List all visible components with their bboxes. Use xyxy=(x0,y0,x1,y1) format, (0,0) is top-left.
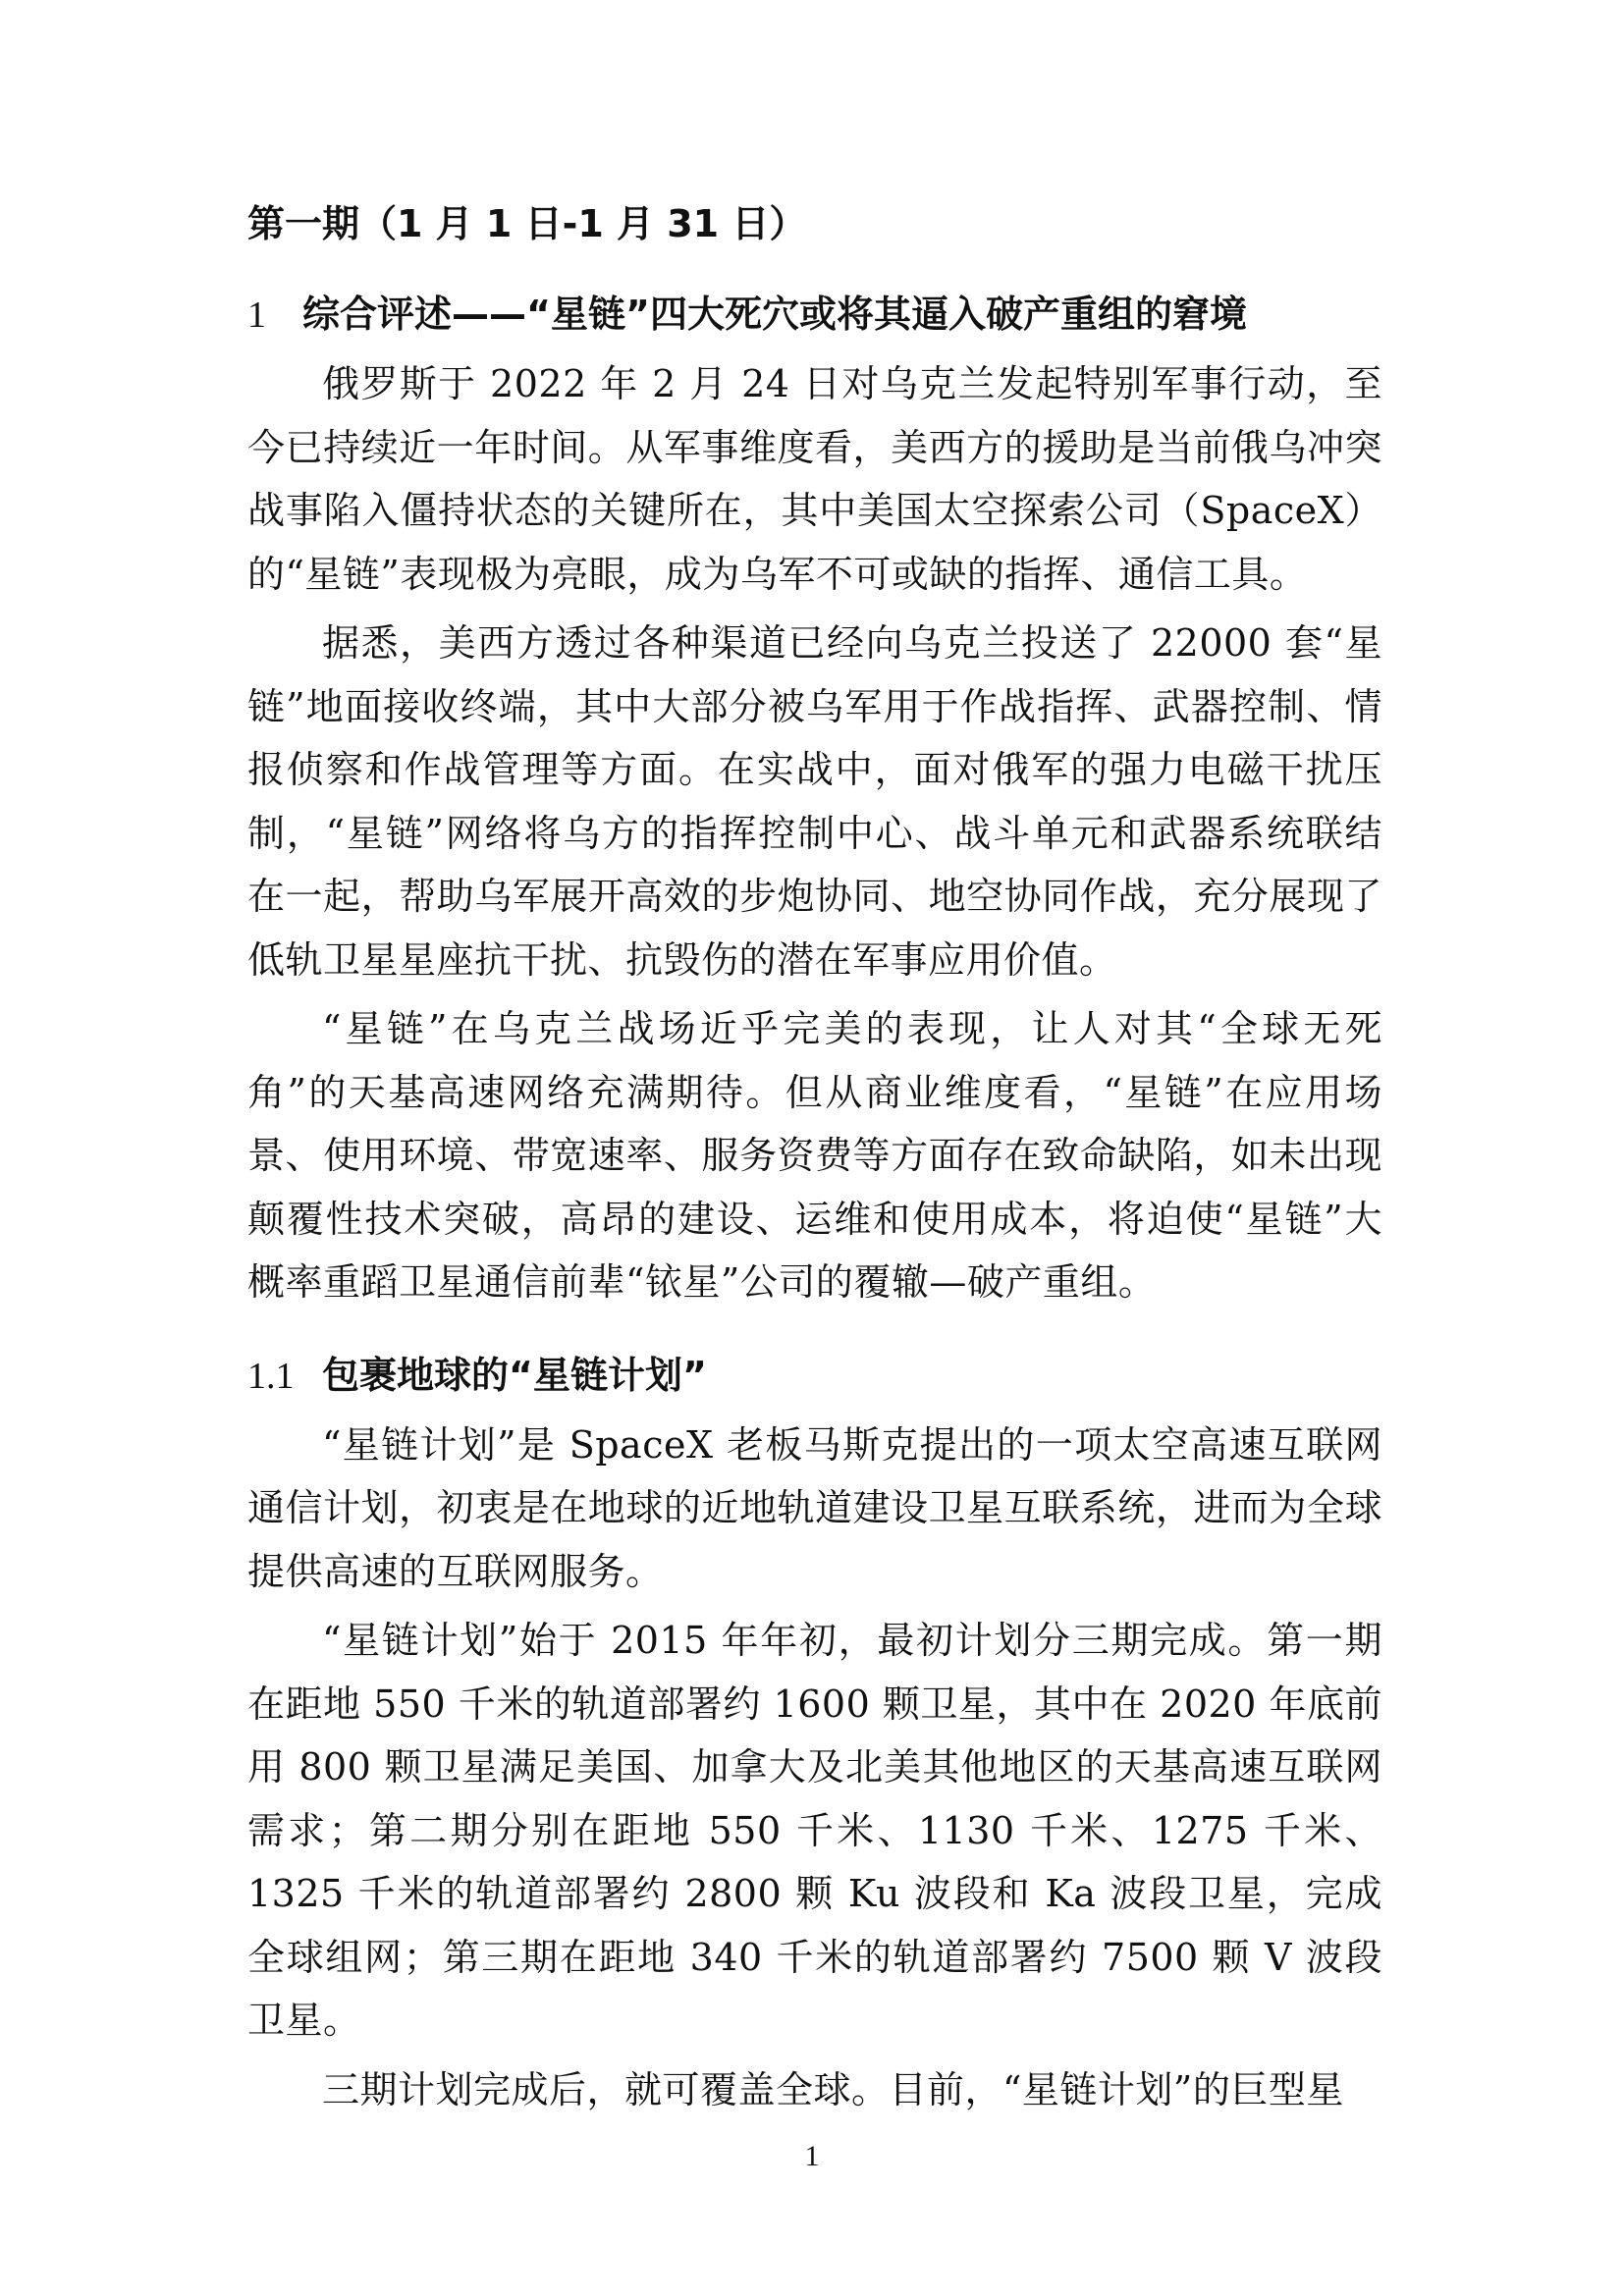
section-1-title: 综合评述——“星链”四大死穴或将其逼入破产重组的窘境 xyxy=(302,293,1247,336)
section-1-1-title: 包裹地球的“星链计划” xyxy=(322,1353,707,1397)
section-1-heading xyxy=(247,283,1382,347)
section-1-1-paragraph-1: “星链计划”是 SpaceX 老板马斯克提出的一项太空高速互联网通信计划，初衷是在地球的近地轨道建设卫星互联系统，进而为全球提供高速的互联网服务。 xyxy=(247,1422,1382,1593)
section-1-1-heading xyxy=(247,1344,1382,1408)
page-content xyxy=(247,192,1382,2121)
section-1-paragraph-2: 据悉，美西方透过各种渠道已经向乌克兰投送了 22000 套“星链”地面接收终端，其中大部分被乌军用于作战指挥、武器控制、情报侦察和作战管理等方面。在实战中，面对俄军的强力电磁干扰压制，“星链”网络将乌方的指挥控制中心、战斗单元和武器系统联结在一起，帮助乌军展开高效的步炮协同、地空协同作战，充分展现了低轨卫星星座抗干扰、抗毁伤的潜在军事应用价值。 xyxy=(247,621,1382,982)
section-1-paragraph-1: 俄罗斯于 2022 年 2 月 24 日对乌克兰发起特别军事行动，至今已持续近一年时间。从军事维度看，美西方的援助是当前俄乌冲突战事陷入僵持状态的关键所在，其中美国太空探索公司（SpaceX）的“星链”表现极为亮眼，成为乌军不可或缺的指挥、通信工具。 xyxy=(247,362,1382,596)
section-1-paragraph-3: “星链”在乌克兰战场近乎完美的表现，让人对其“全球无死角”的天基高速网络充满期待。但从商业维度看，“星链”在应用场景、使用环境、带宽速率、服务资费等方面存在致命缺陷，如未出现颠覆性技术突破，高昂的建设、运维和使用成本，将迫使“星链”大概率重蹈卫星通信前辈“铱星”公司的覆辙—破产重组。 xyxy=(247,1007,1382,1304)
issue-title: 第一期（1 月 1 日-1 月 31 日） xyxy=(247,202,807,245)
section-1-number: 1 xyxy=(247,294,266,336)
section-1-1-paragraph-3: 三期计划完成后，就可覆盖全球。目前，“星链计划”的巨型星 xyxy=(322,2067,1344,2111)
page-number: 1 xyxy=(804,2140,820,2172)
section-1-1-paragraph-2: “星链计划”始于 2015 年年初，最初计划分三期完成。第一期在距地 550 千米的轨道部署约 1600 颗卫星，其中在 2020 年底前用 800 颗卫星满足美国、加拿大及北美其他地区的天基高速互联网需求；第二期分别在距地 550 千米、1130 千米、1275 千米、1325 千米的轨道部署约 2800 颗 Ku 波段和 Ka 波段卫星，完成全球组网；第三期在距地 340 千米的轨道部署约 7500 颗 V 波段卫星。 xyxy=(247,1619,1382,2042)
section-1-1-number: 1.1 xyxy=(247,1355,295,1397)
